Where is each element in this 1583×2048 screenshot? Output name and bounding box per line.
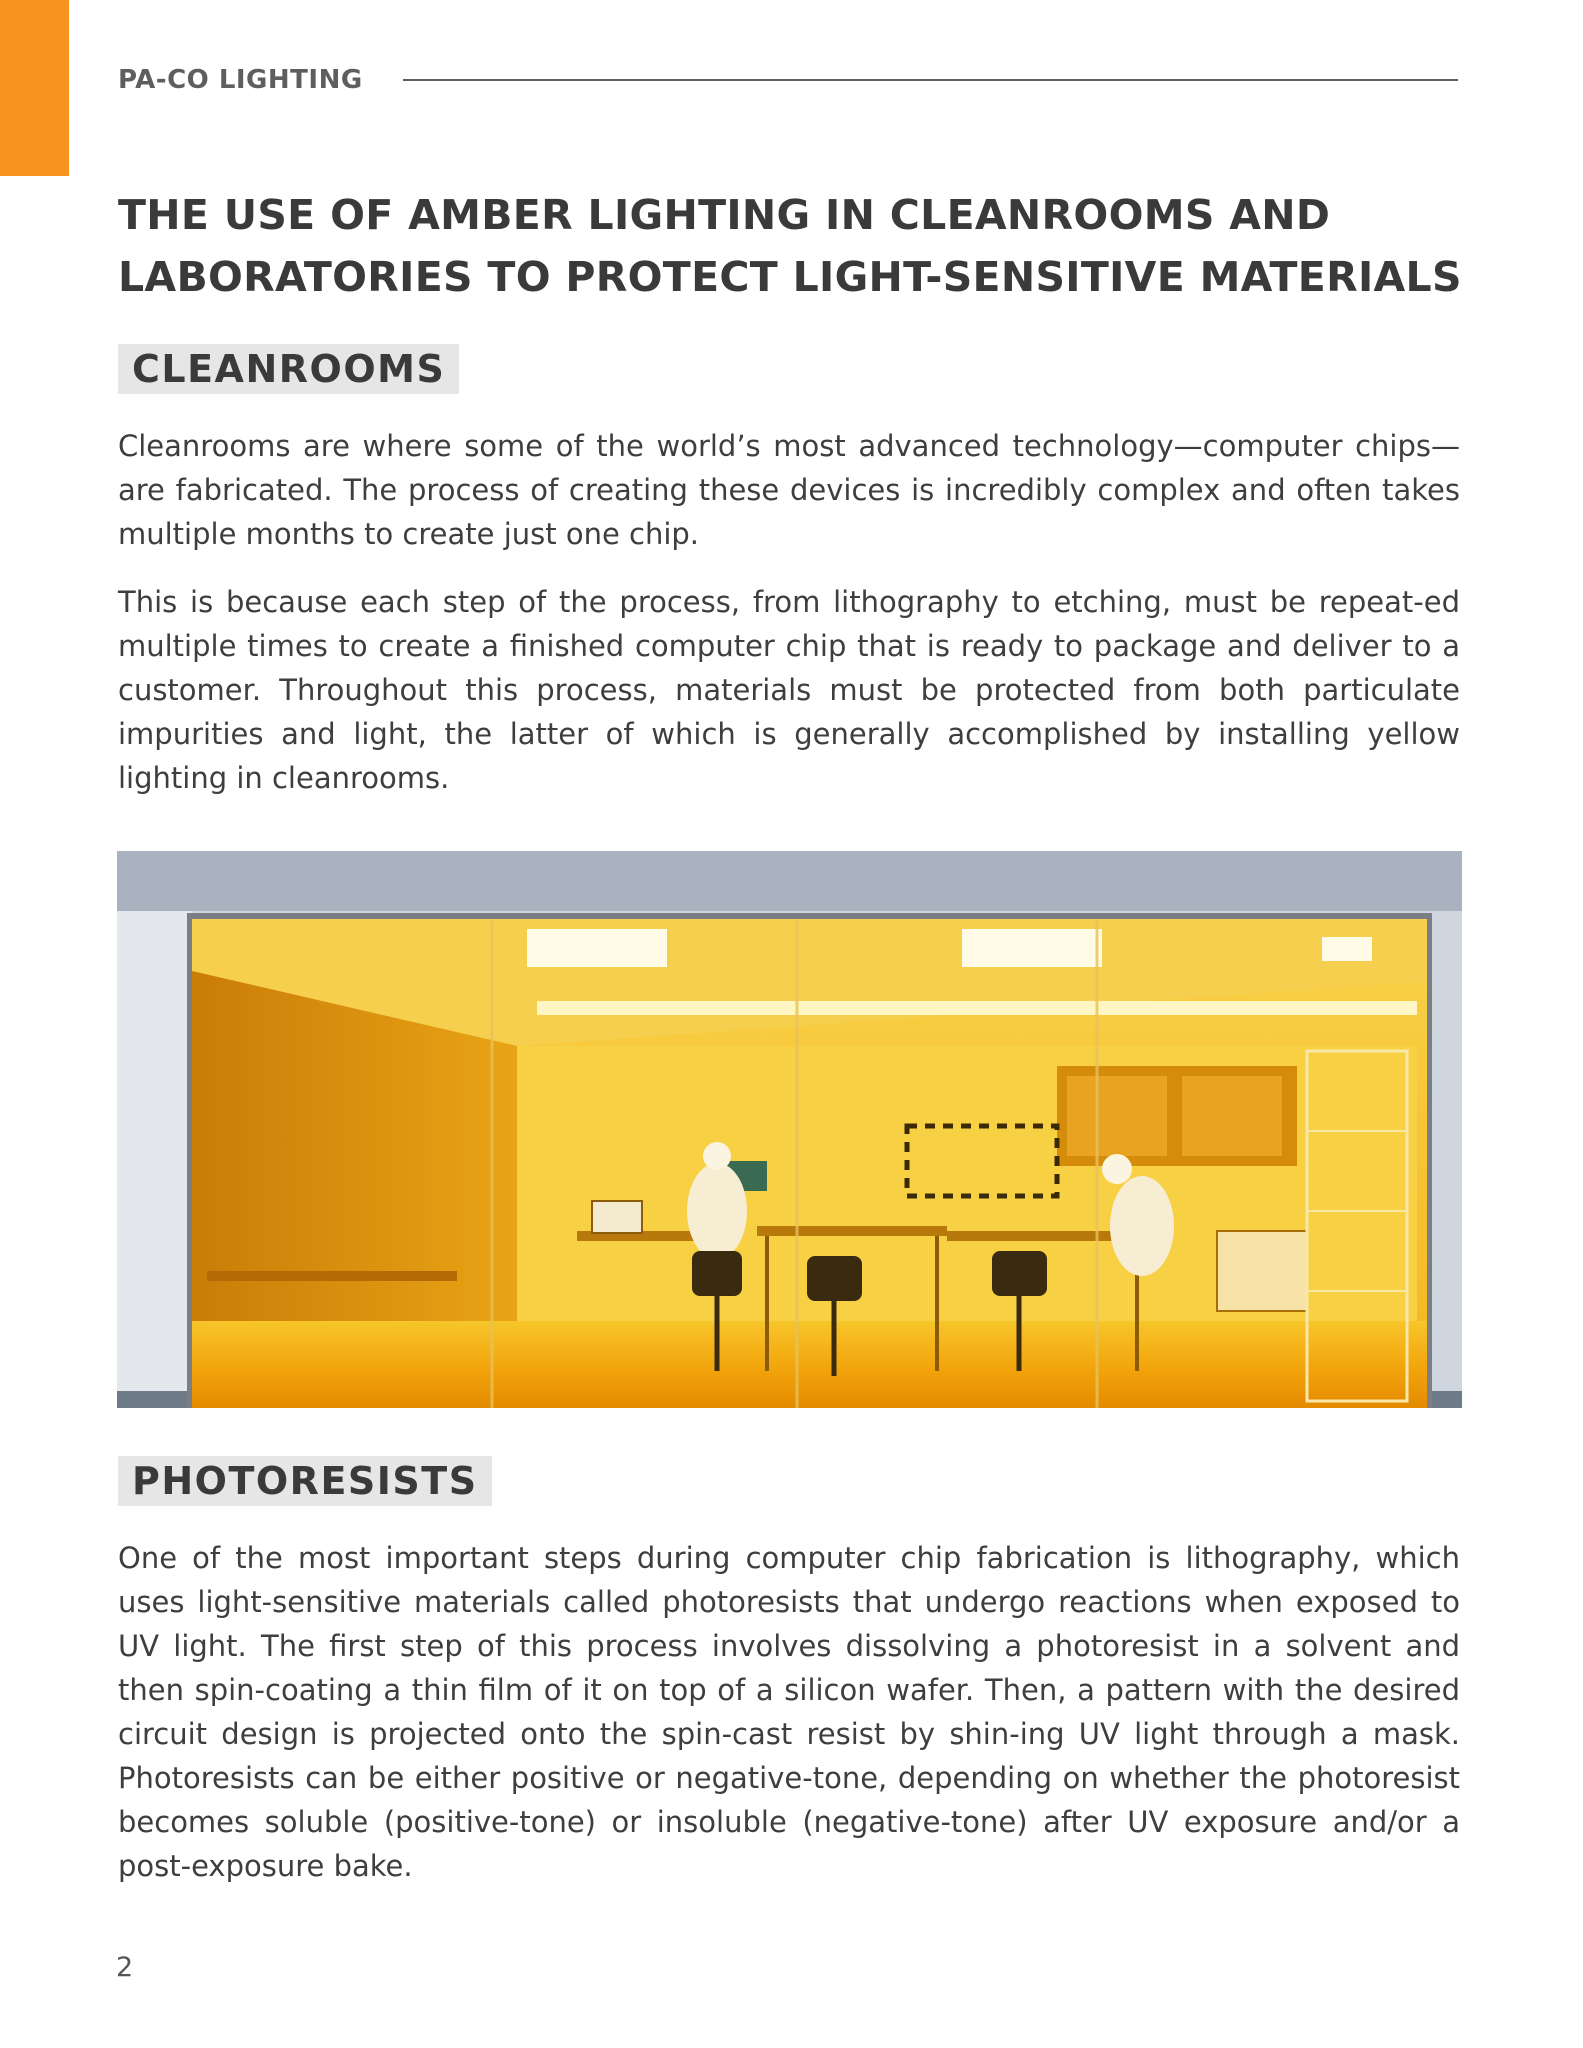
section-heading-cleanrooms: CLEANROOMS xyxy=(118,344,459,394)
cleanrooms-paragraph-1: Cleanrooms are where some of the world’s most advanced technology—computer chips—are fabricated. The process of creating these devices is incredibly complex and often takes multiple months to create just one chip. xyxy=(118,429,1460,551)
page-number: 2 xyxy=(116,1952,134,1983)
header-rule xyxy=(403,79,1458,81)
brand-name: PA-CO LIGHTING xyxy=(118,65,363,95)
title-line-1: THE USE OF AMBER LIGHTING IN CLEANROOMS AND xyxy=(118,191,1331,239)
cleanroom-photo xyxy=(117,851,1462,1408)
page-header xyxy=(118,60,1458,100)
document-title xyxy=(118,184,1478,308)
title-line-2: LABORATORIES TO PROTECT LIGHT-SENSITIVE MATERIALS xyxy=(118,253,1462,301)
cleanrooms-paragraph-2: This is because each step of the process, from lithography to etching, must be repeat-ed multiple times to create a finished computer chip that is ready to package and deliver to a customer. Throughout this process, materials must be protected from both particulate impurities and light, the latter of which is generally accomplished by installing yellow lighting in cleanrooms. xyxy=(118,585,1460,795)
section-heading-photoresists: PHOTORESISTS xyxy=(118,1456,492,1506)
accent-bar xyxy=(0,0,69,176)
photoresists-paragraph-1: One of the most important steps during computer chip fabrication is lithography, which uses light-sensitive materials called photoresists that undergo reactions when exposed to UV light. The first step of this process involves dissolving a photoresist in a solvent and then spin-coating a thin film of it on top of a silicon wafer. Then, a pattern with the desired circuit design is projected onto the spin-cast resist by shin-ing UV light through a mask. Photoresists can be either positive or negative-tone, depending on whether the photoresist becomes soluble (positive-tone) or insoluble (negative-tone) after UV exposure and/or a post-exposure bake. xyxy=(118,1541,1460,1883)
